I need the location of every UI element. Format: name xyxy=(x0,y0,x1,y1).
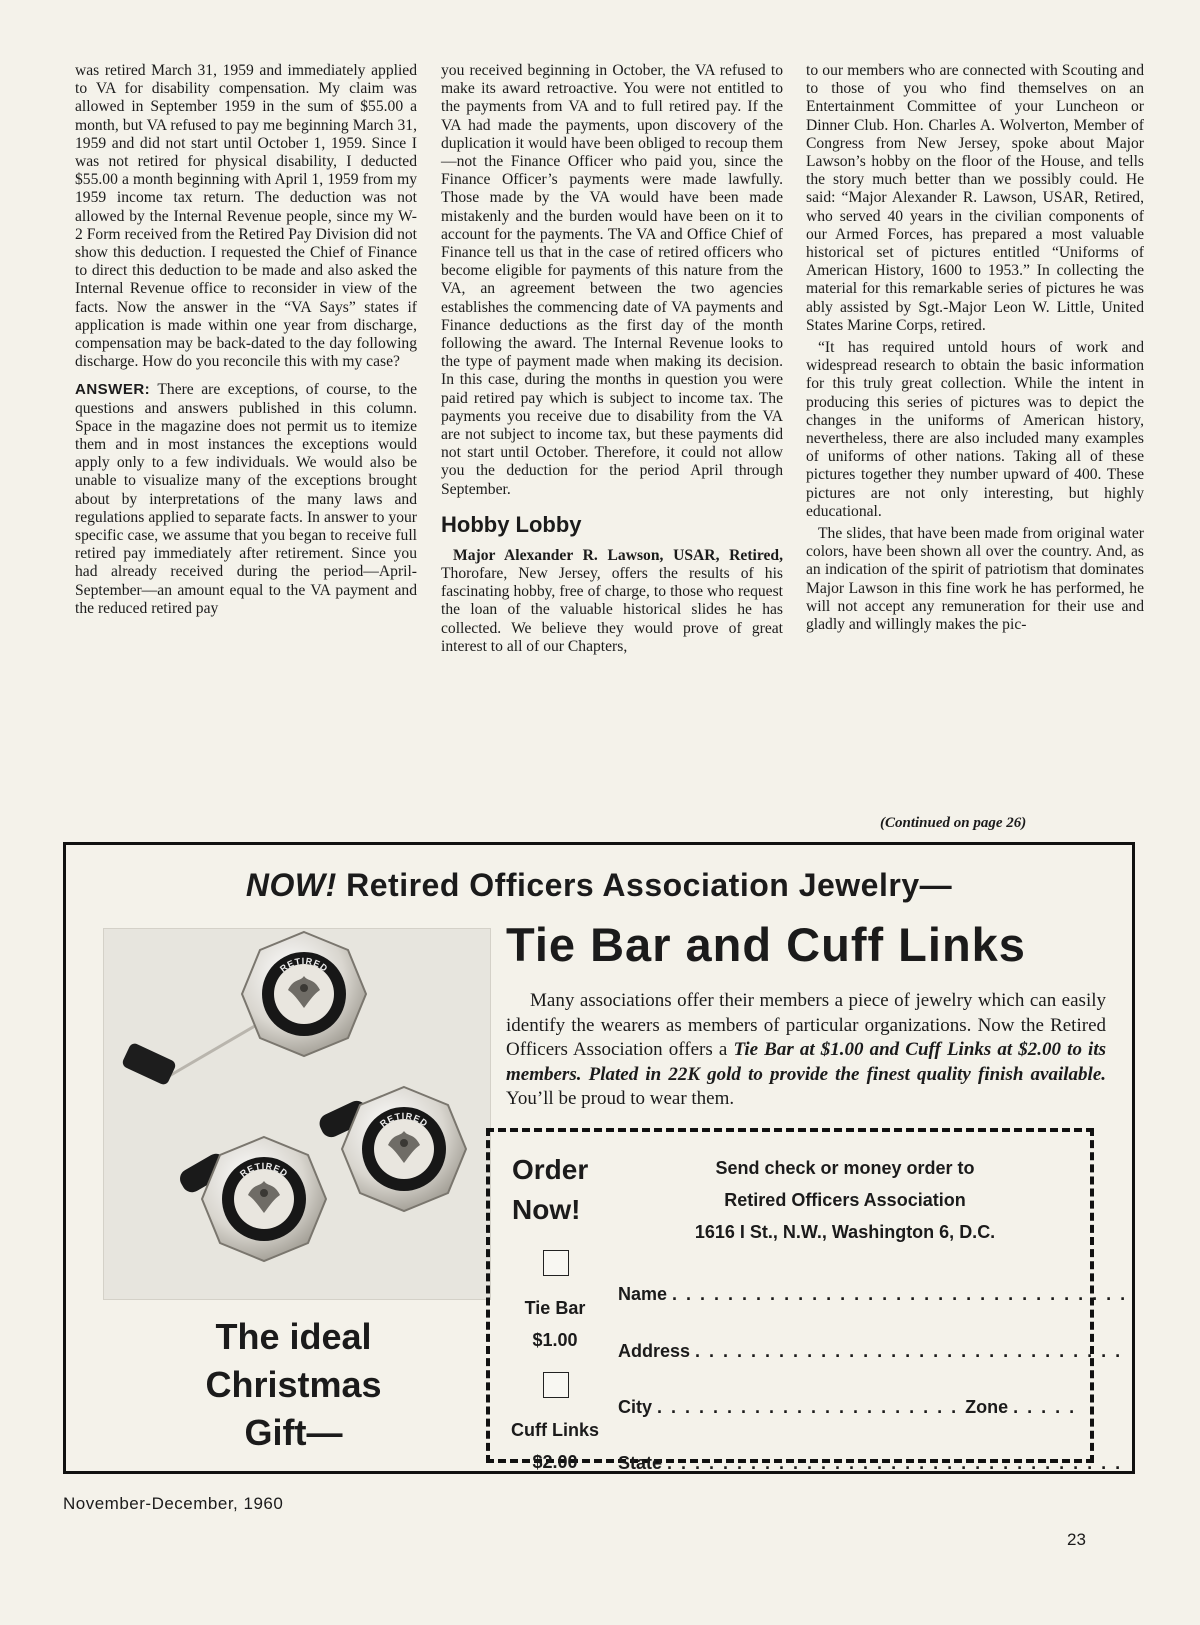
order-now-heading xyxy=(512,1150,588,1230)
order-line-2: Now! xyxy=(512,1194,581,1225)
send-line-3: 1616 I St., N.W., Washington 6, D.C. xyxy=(694,1222,996,1242)
gift-line-3: Gift— xyxy=(244,1412,343,1453)
cuff-link-right-image xyxy=(316,1087,466,1211)
ad-headline xyxy=(66,867,1132,904)
send-line-1: Send check or money order to xyxy=(715,1158,975,1178)
section-title-hobby-lobby: Hobby Lobby xyxy=(441,511,582,537)
cuff-links-price: $2.00 xyxy=(532,1452,578,1472)
page-number: 23 xyxy=(1067,1530,1086,1549)
answer-label: ANSWER: xyxy=(75,381,151,399)
send-line-2: Retired Officers Association xyxy=(724,1190,966,1210)
hobby-lead: Major Alexander R. Lawson, USAR, Retired, xyxy=(453,546,783,564)
tie-bar-option xyxy=(500,1292,610,1356)
column3-paragraph-2: “It has required untold hours of work and widespread research to obtain the basic information for this truly great collection. While the intent in producing this series of pictures was to depict the changes in the uniforms of American history, nevertheless, there are also included many examples of uniforms of other nations. Taking all of these pictures together they number upward of 400. These pictures are not only interesting, but highly educational. xyxy=(806,339,1144,520)
jewelry-advertisement xyxy=(63,842,1135,1474)
christmas-gift-text xyxy=(136,1313,451,1457)
tie-bar-label: Tie Bar xyxy=(524,1298,586,1318)
cuff-links-option xyxy=(500,1414,610,1478)
tie-bar-price: $1.00 xyxy=(532,1330,578,1350)
cuff-link-left-image xyxy=(176,1137,326,1261)
answer-paragraph xyxy=(75,381,417,618)
cuff-links-checkbox[interactable] xyxy=(543,1372,569,1398)
order-form xyxy=(486,1128,1128,1473)
ad-body-emphasis: Tie Bar at $1.00 and Cuff Links at $2.00 to its members. Plated in 22K gold to provide the finest quality finish available. xyxy=(506,1039,1107,1085)
hobby-text: Thorofare, New Jersey, offers the results of his fascinating hobby, free of charge, to those who request the loan of the valuable historical slides he has collected. We believe they would prove of great interest to all of our Chapters, xyxy=(441,565,783,655)
address-label: Address xyxy=(618,1341,691,1361)
state-field[interactable]: State . . . . . . . . . . . . . . . . . . . . . . . . . . . . . . . . . xyxy=(618,1453,1123,1473)
address-field[interactable]: Address . . . . . . . . . . . . . . . . . . . . . . . . . . . . . . . xyxy=(618,1341,1123,1361)
hobby-paragraph xyxy=(441,547,783,656)
gift-line-1: The ideal xyxy=(215,1316,372,1357)
ad-headline-now: NOW! xyxy=(245,867,337,903)
article-column-1 xyxy=(75,62,417,618)
city-label: City xyxy=(618,1397,653,1417)
ad-title: Tie Bar and Cuff Links xyxy=(506,918,1026,971)
column3-paragraph-3: The slides, that have been made from original water colors, have been shown all over the country. And, as an indication of the spirit of patriotism that dominates Major Lawson in this fine work he has performed, he will not accept any remuneration for their use and gladly and willingly makes the pic- xyxy=(806,525,1144,634)
gift-line-2: Christmas xyxy=(205,1364,382,1405)
cuff-links-label: Cuff Links xyxy=(511,1420,599,1440)
city-zone-field[interactable]: City . . . . . . . . . . . . . . . . . . . . . . Zone . . . . . xyxy=(618,1397,1077,1417)
name-label: Name xyxy=(618,1284,668,1304)
jewelry-photo xyxy=(103,928,491,1300)
continued-note: (Continued on page 26) xyxy=(880,815,1027,831)
answer-continued: you received beginning in October, the VA refused to make its award retroactive. You were not entitled to the payments from VA and to full retired pay. If the VA had made the payments, upon discovery of the duplication it would have been obliged to recoup them—not the Finance Officer who paid you, since the Finance Officer’s payments were made lawfully. Those made by the VA would have been made mistakenly and the burden would have been on it to account for the payments. The VA and Office Chief of Finance tell us that in the case of retired officers who become eligible for payments of this nature from the VA, an agreement between the two agencies establishes the commencing date of VA payments and Finance deductions as the first day of the month following the award. The Internal Revenue looks to the type of payment made when making its decision. In this case, during the months in question you were paid retired pay which is subject to income tax. The payments you receive due to disability from the VA are not subject to income tax, but these payments did not start until October. Therefore, it could not allow you the deduction for the period April through September. xyxy=(441,62,783,498)
ad-body-end: You’ll be proud to wear them. xyxy=(506,1088,735,1109)
name-field[interactable]: Name . . . . . . . . . . . . . . . . . . . . . . . . . . . . . . . . . xyxy=(618,1284,1128,1304)
tie-bar-checkbox[interactable] xyxy=(543,1250,569,1276)
article-column-3 xyxy=(806,62,1144,634)
zone-label: Zone xyxy=(965,1397,1009,1417)
state-label: State xyxy=(618,1453,663,1473)
tie-bar-image xyxy=(121,932,366,1086)
ad-body-text: Many associations offer their members a piece of jewelry which can easily identify the wearers as members of particular organizations. Now the Retired Officers Association offers a xyxy=(506,990,1106,1060)
column3-paragraph-1: to our members who are connected with Scouting and to those of you who find themselves on an Entertainment Committee of your Luncheon or Dinner Club. Hon. Charles A. Wolverton, Member of Congress from New Jersey, spoke about Major Lawson’s hobby on the floor of the House, and tells the story much better than we possibly could. He said: “Major Alexander R. Lawson, USAR, Retired, who served 40 years in the civilian components of our Armed Forces, has prepared a most valuable historical set of pictures entitled “Uniforms of American History, 1600 to 1953.” In collecting the material for this remarkable series of pictures he was ably assisted by Sgt.-Major Leon W. Little, United States Marine Corps, retired. xyxy=(806,62,1144,334)
mailing-address xyxy=(660,1152,1030,1248)
ad-headline-text: Retired Officers Association Jewelry— xyxy=(346,867,953,903)
issue-date: November-December, 1960 xyxy=(63,1494,284,1513)
order-line-1: Order xyxy=(512,1154,589,1185)
reader-question: was retired March 31, 1959 and immediately applied to VA for disability compensation. My claim was allowed in September 1959 in the sum of $55.00 a month, but VA refused to pay me beginning March 31, 1959 and did not start until October 1, 1959. Since I was not retired for physical disability, I deducted $55.00 a month beginning with April 1, 1959 from my 1959 income tax return. The deduction was not allowed by the Internal Revenue people, since my W-2 Form received from the Retired Pay Division did not show this deduction. I requested the Chief of Finance to direct this deduction to be made and also asked the Internal Revenue office to reconsider in view of the facts. Now the answer in the “VA Says” states if application is made within one year from discharge, compensation may be back-dated to the day following discharge. How do you reconcile this with my case? xyxy=(75,62,417,371)
answer-text: There are exceptions, of course, to the questions and answers published in this column. Space in the magazine does not permit us to itemize them and in most instances the exceptions would apply only to a few individuals. We would also be unable to visualize many of the exceptions brought about by interpretations of the many laws and regulations applied to separate facts. In answer to your specific case, we assume that you began to receive full retired pay immediately after retirement. Since you had already received during the period—April-September—an amount equal to the VA payment and the reduced retired pay xyxy=(75,381,417,617)
article-column-2 xyxy=(441,62,783,656)
ad-body xyxy=(506,989,1106,1112)
jewelry-illustration xyxy=(104,929,490,1299)
